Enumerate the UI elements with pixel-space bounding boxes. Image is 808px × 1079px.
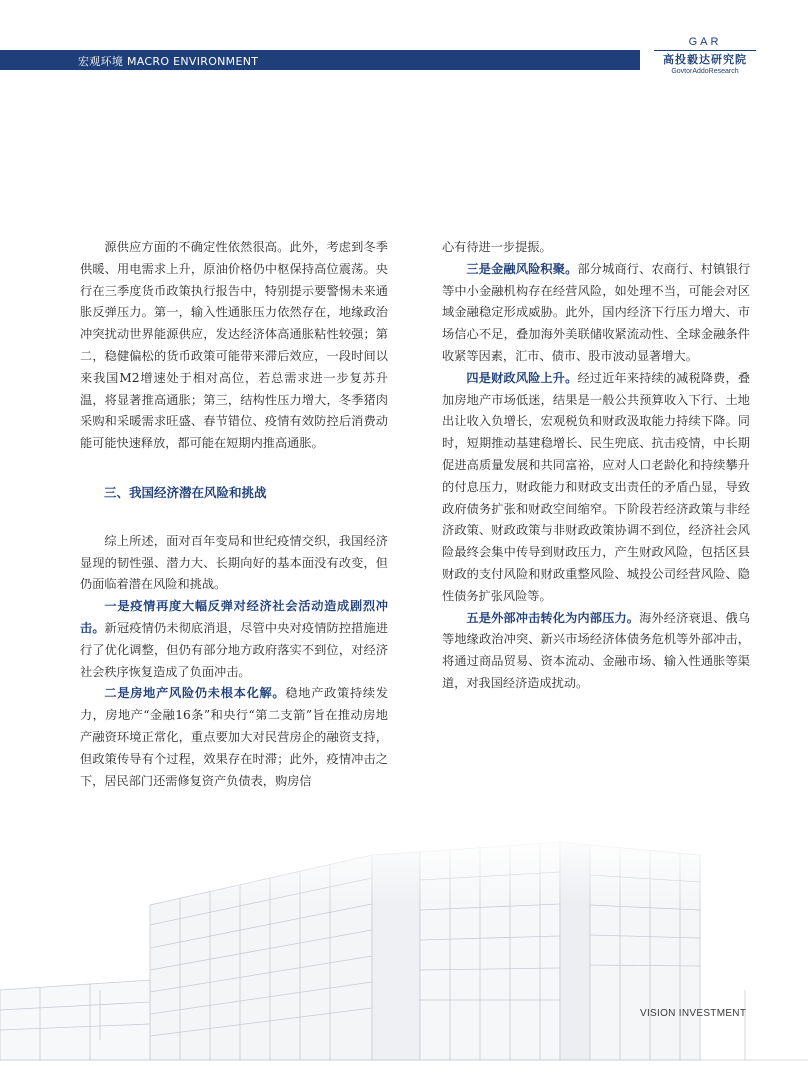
- right-column: [442, 237, 750, 695]
- paragraph-body: 部分城商行、农商行、村镇银行等中小金融机构存在经营风险，如处理不当，可能会对区域金融稳定形成威胁。此外，国内经济下行压力增大、市场信心不足，叠加海外美联储收紧流动性、全球金融条件收紧等因素，汇市、债市、股市波动显著增大。: [442, 261, 751, 363]
- left-column: [80, 237, 388, 792]
- paragraph-lead: 三是金融风险积聚。: [466, 261, 578, 276]
- paragraph: [442, 368, 750, 608]
- paragraph: 源供应方面的不确定性依然很高。此外，考虑到冬季供暖、用电需求上升，原油价格仍中枢保持高位震荡。央行在三季度货币政策执行报告中，特别提示要警惕未来通胀反弹压力。第一，输入性通胀压力依然存在，地缘政治冲突扰动世界能源供应，发达经济体高通胀粘性较强；第二，稳健偏松的货币政策可能带来滞后效应，一段时间以来我国M2增速处于相对高位，若总需求进一步复苏升温，将显著推高通胀；第三，结构性压力增大，冬季猪肉采购和采暖需求旺盛、春节错位、疫情有效防控后消费动能可能快速释放，都可能在短期内推高通胀。: [80, 240, 388, 451]
- gar-logo: [650, 36, 760, 76]
- building-illustration: [0, 830, 808, 1079]
- paragraph: 综上所述，面对百年变局和世纪疫情交织，我国经济显现的韧性强、潜力大、长期向好的基本面没有改变，但仍面临着潜在风险和挑战。: [80, 533, 388, 592]
- logo-abbr: GAR: [688, 36, 722, 48]
- paragraph-body: 经过近年来持续的减税降费，叠加房地产市场低迷，结果是一般公共预算收入下行、土地出让收入负增长，宏观税负和财政汲取能力持续下降。同时，短期推动基建稳增长、民生兜底、抗击疫情，中长期促进高质量发展和共同富裕，应对人口老龄化和持续攀升的付息压力，财政能力和财政支出责任的矛盾凸显，导致政府债务扩张和财政空间缩窄。下阶段若经济政策与非经济政策、财政政策与非财政政策协调不到位，经济社会风险最终会集中传导到财政压力，产生财政风险，包括区县财政的支付风险和财政重整风险、城投公司经营风险、隐性债务扩张风险等。: [442, 370, 751, 603]
- logo-name-cn: 高投毅达研究院: [663, 53, 747, 66]
- logo-name-en: GovtorAddoResearch: [671, 68, 739, 75]
- paragraph-lead: 二是房地产风险仍未根本化解。: [104, 686, 286, 701]
- paragraph-body: 新冠疫情仍未彻底消退，尽管中央对疫情防控措施进行了优化调整，但仍有部分地方政府落实不到位，对经济社会秩序恢复造成了负面冲击。: [80, 620, 389, 679]
- section-label: 宏观环境 MACRO ENVIRONMENT: [78, 55, 259, 68]
- paragraph-body: 稳地产政策持续发力，房地产“金融16条”和央行“第二支箭”旨在推动房地产融资环境正常化，重点要加大对民营房企的融资支持，但政策传导有个过程，效果存在时滞；此外，疫情冲击之下，居民部门还需修复资产负债表，购房信: [80, 686, 389, 788]
- paragraph-lead: 五是外部冲击转化为内部压力。: [466, 610, 640, 625]
- paragraph: [442, 608, 750, 695]
- vision-investment-label: VISION INVESTMENT: [640, 1008, 747, 1019]
- paragraph-lead: 四是财政风险上升。: [466, 370, 578, 385]
- paragraph-lead: 一是疫情再度大幅反弹对经济社会活动造成剧烈冲击。: [80, 599, 388, 635]
- logo-rule: [654, 50, 756, 51]
- paragraph: [80, 596, 388, 683]
- paragraph-body: 海外经济衰退、俄乌等地缘政治冲突、新兴市场经济体债务危机等外部冲击，将通过商品贸易、资本流动、金融市场、输入性通胀等渠道，对我国经济造成扰动。: [442, 610, 751, 690]
- paragraph: 心有待进一步提振。: [442, 240, 552, 254]
- section-heading: 三、我国经济潜在风险和挑战: [104, 484, 267, 500]
- paragraph: [80, 683, 388, 792]
- paragraph: [442, 259, 750, 368]
